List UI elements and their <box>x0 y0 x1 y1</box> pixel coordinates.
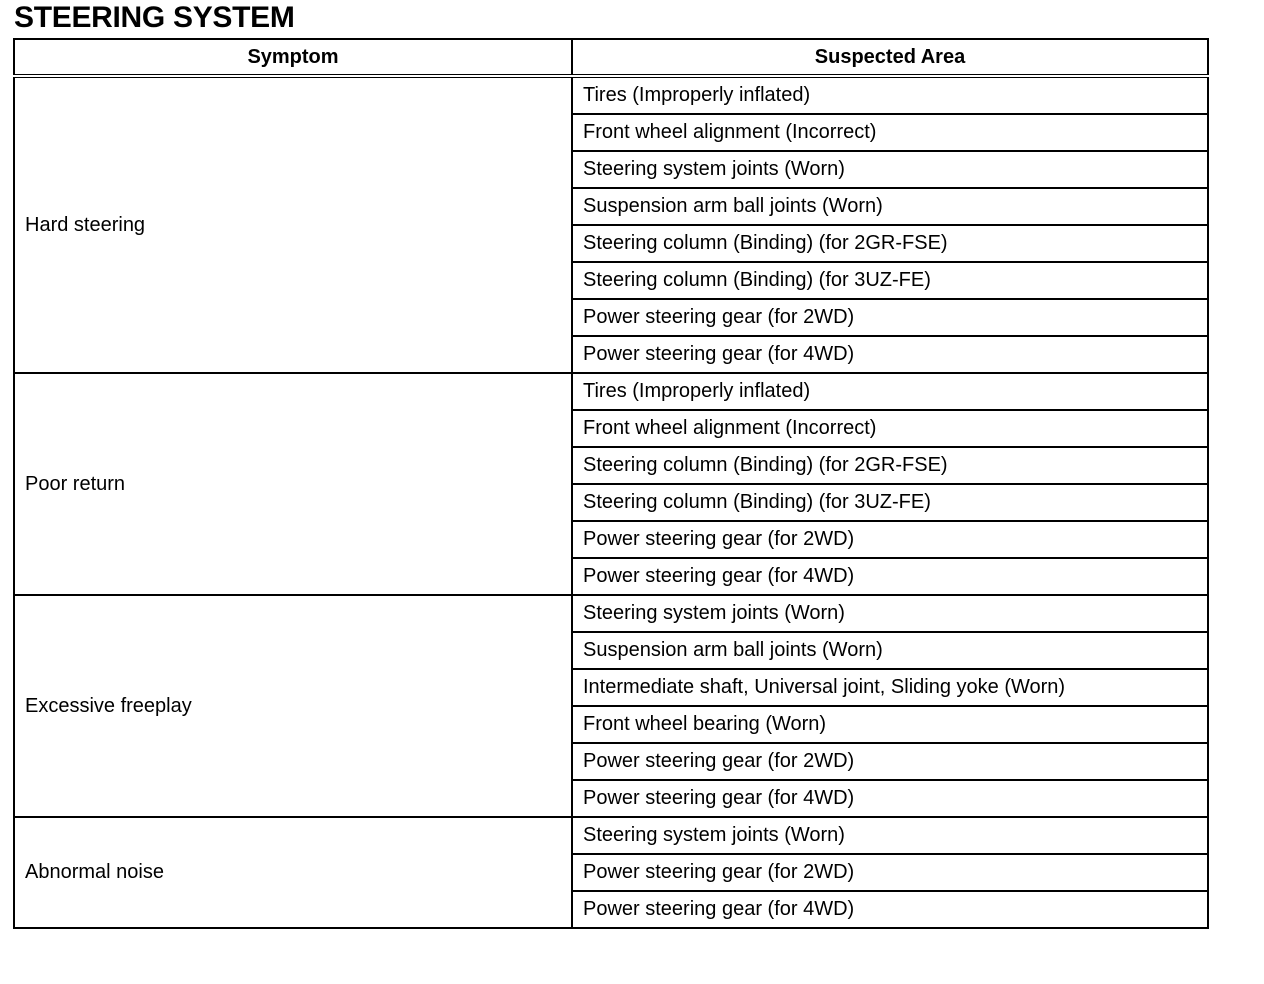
table-header-row <box>14 39 1208 76</box>
symptom-cell: Excessive freeplay <box>14 595 572 817</box>
suspected-area-cell: Steering column (Binding) (for 3UZ-FE) <box>572 484 1208 521</box>
header-suspected-area: Suspected Area <box>572 39 1208 76</box>
suspected-area-cell: Power steering gear (for 2WD) <box>572 299 1208 336</box>
suspected-area-cell: Power steering gear (for 4WD) <box>572 336 1208 373</box>
suspected-area-cell: Power steering gear (for 4WD) <box>572 780 1208 817</box>
suspected-area-cell: Power steering gear (for 2WD) <box>572 854 1208 891</box>
table-body <box>14 76 1208 928</box>
suspected-area-cell: Front wheel bearing (Worn) <box>572 706 1208 743</box>
suspected-area-cell: Steering column (Binding) (for 2GR-FSE) <box>572 447 1208 484</box>
suspected-area-cell: Steering column (Binding) (for 3UZ-FE) <box>572 262 1208 299</box>
suspected-area-cell: Power steering gear (for 4WD) <box>572 891 1208 928</box>
table-row <box>14 76 1208 114</box>
suspected-area-cell: Suspension arm ball joints (Worn) <box>572 188 1208 225</box>
suspected-area-cell: Steering system joints (Worn) <box>572 817 1208 854</box>
table-row <box>14 595 1208 632</box>
suspected-area-cell: Suspension arm ball joints (Worn) <box>572 632 1208 669</box>
header-symptom: Symptom <box>14 39 572 76</box>
symptom-cell: Abnormal noise <box>14 817 572 928</box>
suspected-area-cell: Steering column (Binding) (for 2GR-FSE) <box>572 225 1208 262</box>
symptom-cell: Hard steering <box>14 76 572 373</box>
suspected-area-cell: Power steering gear (for 2WD) <box>572 743 1208 780</box>
table-row <box>14 373 1208 410</box>
suspected-area-cell: Power steering gear (for 2WD) <box>572 521 1208 558</box>
suspected-area-cell: Steering system joints (Worn) <box>572 595 1208 632</box>
suspected-area-cell: Tires (Improperly inflated) <box>572 373 1208 410</box>
suspected-area-cell: Front wheel alignment (Incorrect) <box>572 410 1208 447</box>
page-title: STEERING SYSTEM <box>14 1 295 34</box>
symptom-cell: Poor return <box>14 373 572 595</box>
suspected-area-cell: Intermediate shaft, Universal joint, Sliding yoke (Worn) <box>572 669 1208 706</box>
table-row <box>14 817 1208 854</box>
troubleshooting-table <box>13 38 1209 929</box>
suspected-area-cell: Tires (Improperly inflated) <box>572 76 1208 114</box>
suspected-area-cell: Power steering gear (for 4WD) <box>572 558 1208 595</box>
suspected-area-cell: Front wheel alignment (Incorrect) <box>572 114 1208 151</box>
suspected-area-cell: Steering system joints (Worn) <box>572 151 1208 188</box>
